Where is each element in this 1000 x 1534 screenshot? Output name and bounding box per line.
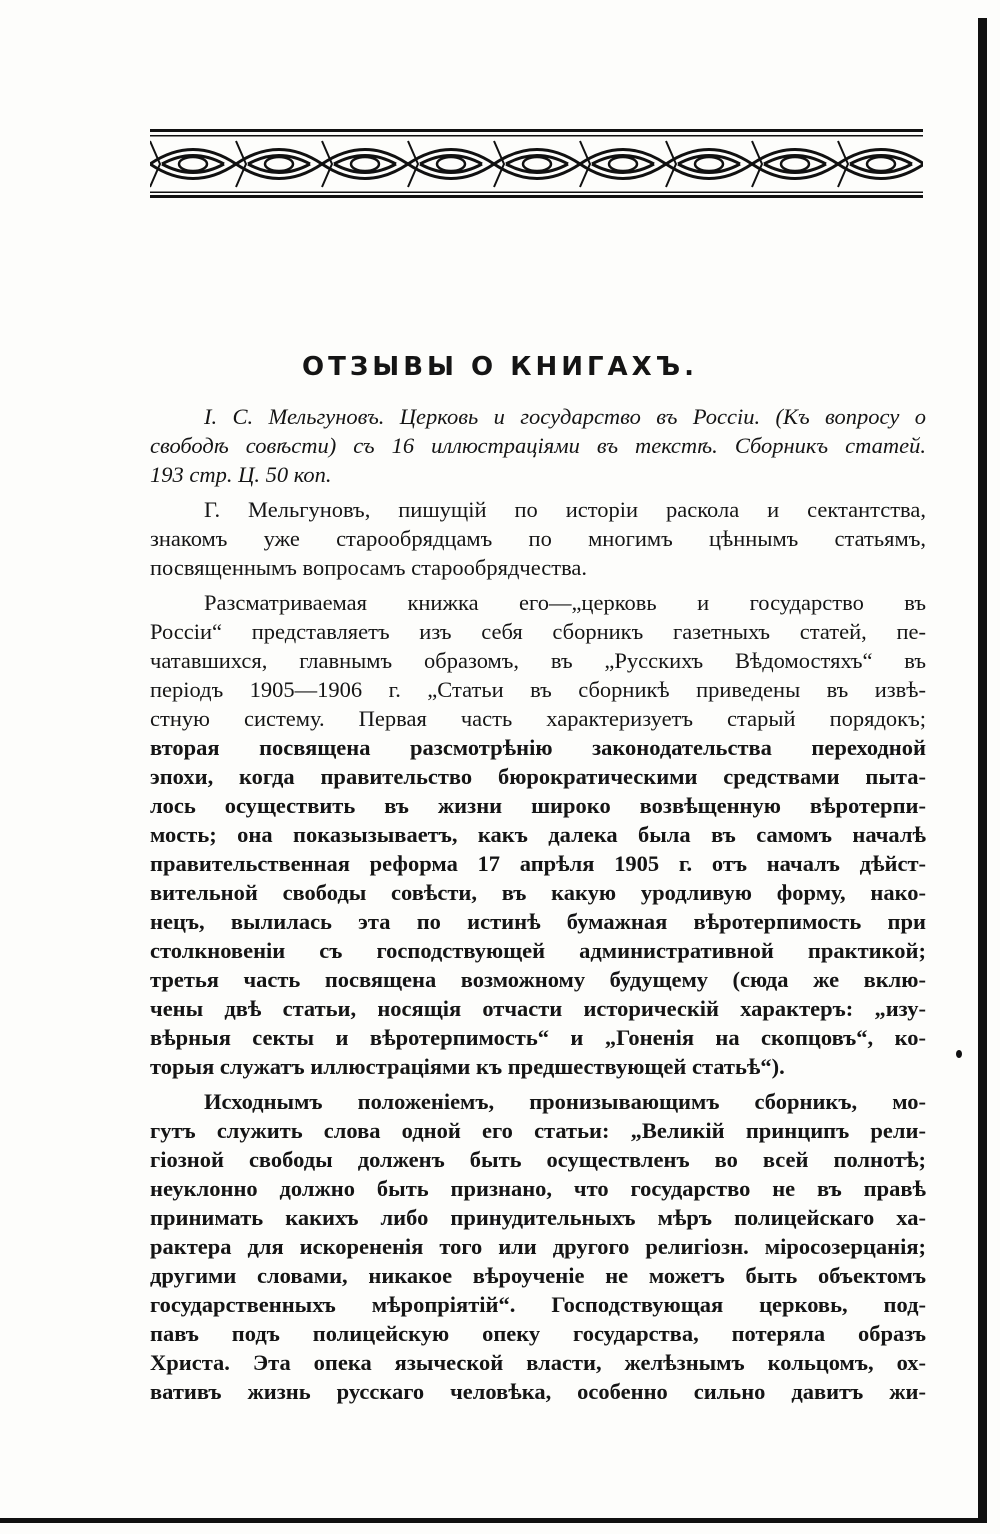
text-line: чены двѣ статьи, носящія отчасти историческій характеръ: „изу- [150,996,926,1021]
text-line: Христа. Эта опека языческой власти, желѣзнымъ кольцомъ, ох- [150,1350,926,1375]
bib-line: 193 стр. Ц. 50 коп. [150,462,332,487]
text-line: чатавшихся, главнымъ образомъ, въ „Русскихъ Вѣдомостяхъ“ въ [150,648,926,673]
text-line: правительственная реформа 17 апрѣля 1905 г. отъ началъ дѣйст- [150,851,926,876]
text-line: павъ подъ полицейскую опеку государства, потеряла образъ [150,1321,926,1346]
text-line: другими словами, никакое вѣроученіе не можетъ быть объектомъ [150,1263,926,1288]
text-line: Разсматриваемая книжка его—„церковь и государство въ [204,590,926,615]
text-line: періодъ 1905—1906 г. „Статьи въ сборникѣ приведены въ извѣ- [150,677,926,702]
text-line: эпохи, когда правительство бюрократическими средствами пыта- [150,764,926,789]
bib-line: свободѣ совѣсти) съ 16 иллюстраціями въ текстѣ. Сборникъ статей. [150,433,926,458]
text-line: принимать какихъ либо принудительныхъ мѣръ полицейскаго ха- [150,1205,926,1230]
bib-line: I. С. Мельгуновъ. Церковь и государство въ Россіи. (Къ вопросу о [204,404,926,429]
review-text [150,402,926,1406]
text-line: знакомъ уже старообрядцамъ по многимъ цѣннымъ статьямъ, [150,526,926,551]
paragraph-3 [150,1087,926,1406]
text-line: третья часть посвящена возможному будущему (сюда же вклю- [150,967,926,992]
text-line: нецъ, вылилась эта по истинѣ бумажная вѣротерпимость при [150,909,926,934]
text-line: стную систему. Первая часть характеризуетъ старый порядокъ; [150,706,926,731]
text-line: Россіи“ представляетъ изъ себя сборникъ газетныхъ статей, пе- [150,619,926,644]
text-line: мость; она показызываетъ, какъ далека была въ самомъ началѣ [150,822,926,847]
text-line: вторая посвящена разсмотрѣнію законодательства переходной [150,735,926,760]
paragraph-1 [150,495,926,582]
text-line: вительной свободы совѣсти, въ какую уродливую форму, нако- [150,880,926,905]
bibliographic-entry [150,402,926,489]
paragraph-2 [150,588,926,1081]
text-line: вѣрныя секты и вѣротерпимость“ и „Гоненія на скопцовъ“, ко- [150,1025,926,1050]
page-edge-bottom [0,1518,987,1523]
text-line: гіозной свободы долженъ быть осуществленъ во всей полнотѣ; [150,1147,926,1172]
text-line: лось осуществить въ жизни широко возвѣщенную вѣротерпи- [150,793,926,818]
page-edge-right [978,18,987,1518]
text-line: Исходнымъ положеніемъ, пронизывающимъ сборникъ, мо- [204,1089,926,1114]
text-line: Г. Мельгуновъ, пишущій по исторіи раскола и сектантства, [204,497,926,522]
text-line: столкновеніи съ господствующей административной практикой; [150,938,926,963]
ornamental-header-band [150,129,923,199]
text-line: торыя служатъ иллюстраціями къ предшествующей статьѣ“). [150,1054,785,1079]
text-line: неуклонно должно быть признано, что государство не въ правѣ [150,1176,926,1201]
ornament-pattern [150,141,923,187]
text-line: гутъ служить слова одной его статьи: „Великій принципъ рели- [150,1118,926,1143]
text-line: государственныхъ мѣропріятій“. Господствующая церковь, под- [150,1292,926,1317]
section-heading: ОТЗЫВЫ О КНИГАХЪ. [301,352,699,382]
text-line: вативъ жизнь русскаго человѣка, особенно сильно давитъ жи- [150,1379,926,1404]
text-line: посвященнымъ вопросамъ старообрядчества. [150,555,588,580]
margin-ink-dot [956,1050,962,1058]
text-line: рактера для искорененія того или другого религіозн. міросозерцанія; [150,1234,926,1259]
